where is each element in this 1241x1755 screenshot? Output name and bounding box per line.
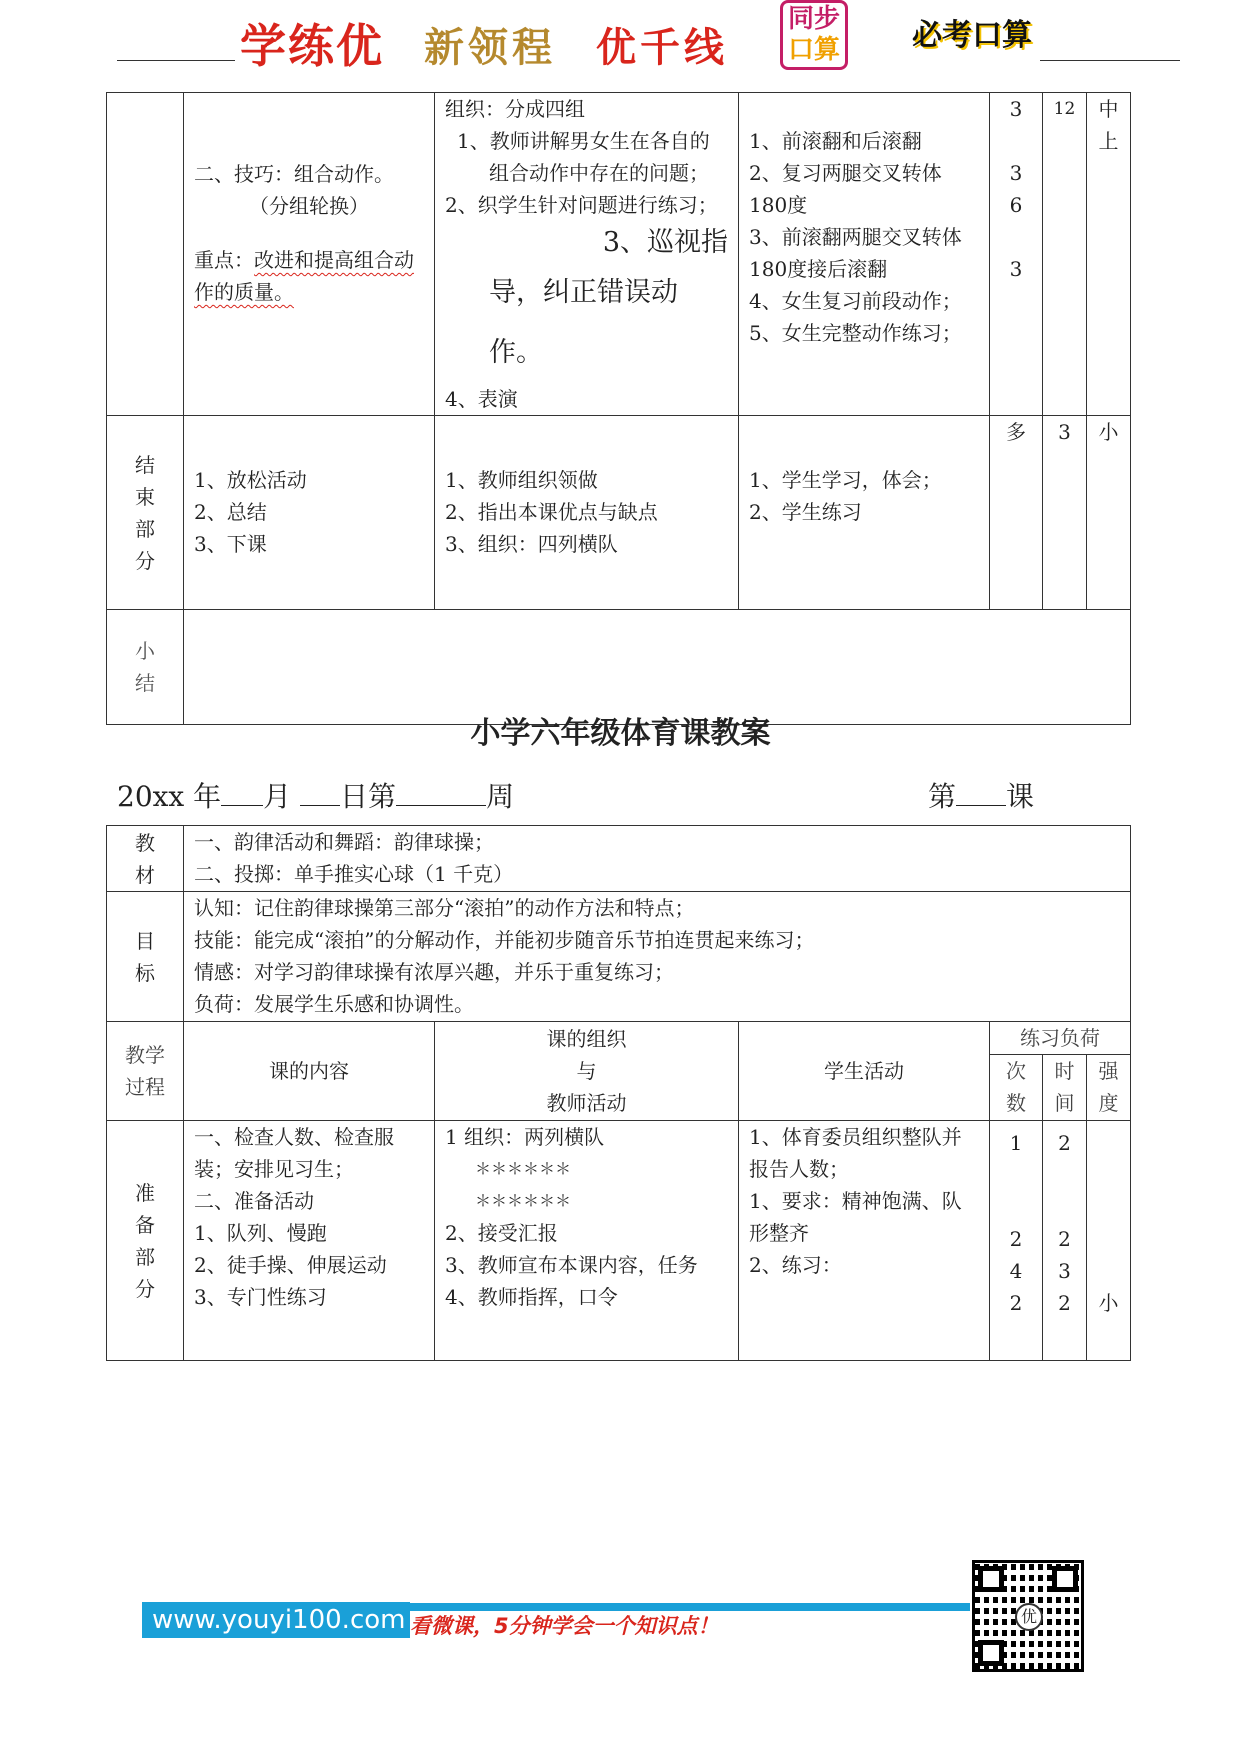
org-line: 2、接受汇报 (445, 1221, 558, 1245)
brand-xuelianyou: 学练优 (240, 19, 384, 73)
skill-content-cell (184, 93, 435, 416)
student-header: 学生活动 (739, 1022, 990, 1121)
org-line: 组织：分成四组 (445, 97, 585, 121)
org-line: 1、教师组织领做 (445, 468, 598, 492)
material-line: 二、投掷：单手推实心球（1 千克） (194, 862, 514, 886)
skill-subtitle: （分组轮换） (249, 194, 369, 218)
prep-org-cell (435, 1121, 739, 1361)
content-line: 3、下课 (194, 532, 267, 556)
times-value: 1 (1009, 1131, 1023, 1155)
prep-activity-cell (739, 1121, 990, 1361)
header-line-right (1040, 60, 1180, 61)
section-cell-empty (107, 93, 184, 416)
material-label: 教材 (107, 826, 184, 892)
qr-code-icon[interactable] (972, 1560, 1084, 1672)
intensity-value: 中上 (1098, 97, 1119, 153)
ending-content-cell (184, 416, 435, 610)
activity-cell (739, 93, 990, 416)
tongbu-kousuan-logo: 同步 口算 (780, 0, 848, 70)
date-line: 20xx 年 月 日第 周 (117, 780, 515, 813)
content-line: 二、准备活动 (194, 1189, 314, 1213)
intensity-value: 小 (1098, 420, 1119, 444)
material-cell (184, 826, 1131, 892)
times-header: 次数 (990, 1055, 1043, 1121)
activity-line: 1、前滚翻和后滚翻 (749, 129, 922, 153)
times-cell (990, 93, 1043, 416)
activity-line: 1、体育委员组织整队并报告人数； (749, 1125, 962, 1181)
duration-value: 12 (1053, 99, 1076, 119)
goal-label: 目标 (107, 892, 184, 1022)
activity-line: 1、要求：精神饱满、队形整齐 (749, 1189, 962, 1245)
duration-value: 2 (1058, 1291, 1071, 1315)
org-line: 2、织学生针对问题进行练习； (445, 193, 718, 217)
page-title: 小学六年级体育课教案 (470, 716, 771, 751)
times-value: 3 (1009, 97, 1023, 121)
qr-center-logo: 优 (1015, 1603, 1043, 1631)
times-value: 6 (1009, 193, 1023, 217)
prep-content-cell (184, 1121, 435, 1361)
ending-org-cell (435, 416, 739, 610)
header-line-left (117, 60, 235, 61)
formation-row: ＊＊＊＊＊＊ (475, 1159, 572, 1178)
times-value: 2 (1009, 1291, 1023, 1315)
bikao-kousuan-logo: 必考口算 (912, 18, 1032, 53)
footer-slogan: 看微课，5分钟学会一个知识点！ (410, 1614, 719, 1638)
activity-line: 4、女生复习前段动作； (749, 289, 962, 313)
process-header: 教学过程 (107, 1022, 184, 1121)
lesson-table-continued (106, 92, 1131, 725)
content-line: 2、总结 (194, 500, 267, 524)
org-line: 4、教师指挥，口令 (445, 1285, 618, 1309)
times-value: 4 (1009, 1259, 1023, 1283)
goal-line: 负荷：发展学生乐感和协调性。 (194, 992, 474, 1016)
intensity-value: 小 (1098, 1291, 1119, 1315)
duration-value: 2 (1058, 1227, 1071, 1251)
brand-youqianxian: 优千线 (596, 24, 728, 71)
org-header: 课的组织 与 教师活动 (435, 1022, 739, 1121)
content-line: 2、徒手操、伸展运动 (194, 1253, 387, 1277)
org-line: 3、组织：四列横队 (445, 532, 618, 556)
formation-row: ＊＊＊＊＊＊ (475, 1191, 572, 1210)
duration-header: 时间 (1043, 1055, 1087, 1121)
duration-cell (1043, 1121, 1087, 1361)
times-value: 3 (1009, 257, 1023, 281)
section-summary: 小结 (107, 610, 184, 725)
intensity-cell (1087, 416, 1131, 610)
ending-activity-cell (739, 416, 990, 610)
duration-value: 2 (1058, 1131, 1071, 1155)
times-value: 3 (1009, 161, 1023, 185)
org-cell (435, 93, 739, 416)
activity-line: 2、学生练习 (749, 500, 862, 524)
lesson-plan-table (106, 825, 1131, 1361)
org-line: 2、指出本课优点与缺点 (445, 500, 658, 524)
org-line-large: 3、巡视指 (602, 227, 728, 258)
material-line: 一、韵律活动和舞蹈：韵律球操； (194, 830, 494, 854)
content-line: 1、放松活动 (194, 468, 307, 492)
times-value: 2 (1009, 1227, 1023, 1251)
duration-value: 3 (1058, 1259, 1071, 1283)
content-line: 一、检查人数、检查服装；安排见习生； (194, 1125, 394, 1181)
times-cell (990, 1121, 1043, 1361)
goals-cell (184, 892, 1131, 1022)
section-prep: 准备部分 (107, 1121, 184, 1361)
footer-url[interactable]: www.youyi100.com (142, 1602, 410, 1638)
brand-xinlingcheng: 新领程 (424, 24, 556, 71)
load-header: 练习负荷 (990, 1022, 1131, 1055)
activity-line: 5、女生完整动作练习； (749, 321, 962, 345)
activity-line: 1、学生学习，体会； (749, 468, 942, 492)
intensity-cell (1087, 1121, 1131, 1361)
skill-title: 二、技巧：组合动作。 (194, 162, 394, 186)
org-line: 1 组织：两列横队 (445, 1125, 605, 1149)
activity-line: 2、复习两腿交叉转体180度 (749, 161, 942, 217)
lesson-number: 第 课 (928, 780, 1035, 813)
intensity-cell (1087, 93, 1131, 416)
activity-line: 3、前滚翻两腿交叉转体180度接后滚翻 (749, 225, 962, 281)
activity-line: 2、练习： (749, 1253, 842, 1277)
duration-cell (1043, 416, 1087, 610)
org-line: 4、表演 (445, 387, 518, 411)
duration-value: 3 (1058, 420, 1071, 444)
goal-line: 情感：对学习韵律球操有浓厚兴趣，并乐于重复练习； (194, 960, 674, 984)
content-line: 1、队列、慢跑 (194, 1221, 327, 1245)
duration-cell (1043, 93, 1087, 416)
org-line-large: 导，纠正错误动作。 (489, 277, 678, 368)
times-value: 多 (1006, 420, 1026, 444)
goal-line: 技能：能完成“滚拍”的分解动作，并能初步随音乐节拍连贯起来练习； (194, 928, 815, 952)
section-ending: 结束部分 (107, 416, 184, 610)
org-line: 1、教师讲解男女生在各自的组合动作中存在的问题； (457, 129, 710, 185)
content-line: 3、专门性练习 (194, 1285, 327, 1309)
key-point: 重点：改进和提高组合动作的质量。 (194, 248, 414, 304)
goal-line: 认知：记住韵律球操第三部分“滚拍”的动作方法和特点； (194, 896, 695, 920)
org-line: 3、教师宣布本课内容，任务 (445, 1253, 698, 1277)
times-cell (990, 416, 1043, 610)
intensity-header: 强度 (1087, 1055, 1131, 1121)
content-header: 课的内容 (184, 1022, 435, 1121)
